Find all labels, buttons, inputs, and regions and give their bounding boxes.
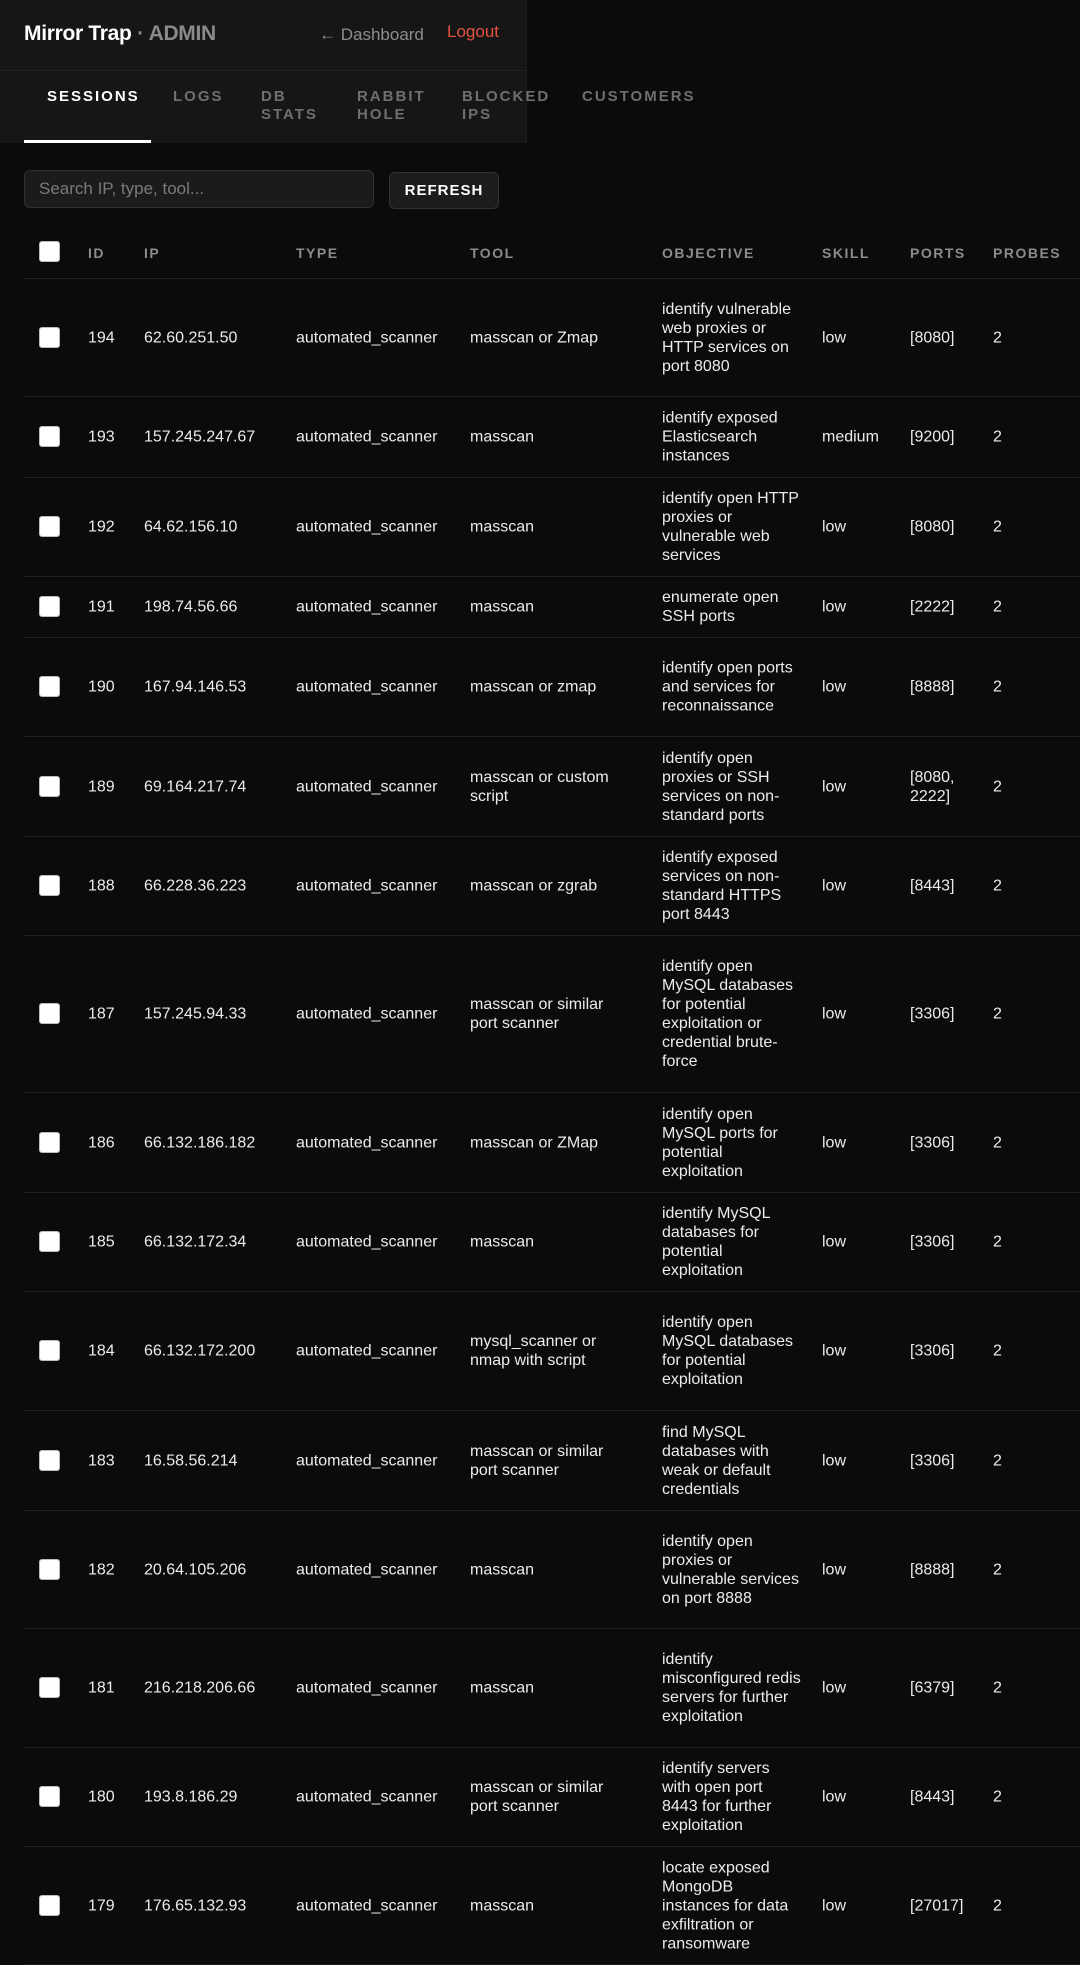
cell-tool: masscan: [470, 428, 535, 446]
cell-probes: 2: [993, 1134, 1002, 1151]
tab-blocked-ips-label-line2: IPS: [462, 106, 493, 123]
cell-tool: masscan or similar port scanner: [470, 1442, 604, 1479]
cell-tool: masscan: [470, 1561, 535, 1578]
tabs-divider: [0, 70, 526, 71]
row-checkbox[interactable]: [39, 776, 60, 797]
row-checkbox[interactable]: [39, 1677, 60, 1698]
cell-ip: 20.64.105.206: [144, 1561, 247, 1578]
column-header-id[interactable]: ID: [88, 245, 105, 261]
row-checkbox[interactable]: [39, 1559, 60, 1580]
cell-skill: low: [822, 1233, 847, 1251]
row-checkbox[interactable]: [39, 1895, 60, 1916]
cell-ip: 64.62.156.10: [144, 518, 238, 536]
cell-type: automated_scanner: [296, 1342, 438, 1360]
cell-objective: identify MySQL databases for potential exploitation: [662, 1205, 770, 1279]
cell-ports: [9200]: [910, 428, 955, 446]
cell-ip: 69.164.217.74: [144, 778, 247, 795]
cell-skill: low: [822, 1342, 847, 1360]
tab-customers[interactable]: [582, 88, 696, 106]
app-brand: [24, 22, 216, 46]
cell-probes: 2: [993, 1561, 1002, 1578]
cell-tool: masscan: [470, 518, 535, 536]
cell-id: 193: [88, 428, 115, 446]
row-checkbox[interactable]: [39, 1786, 60, 1807]
column-header-probes[interactable]: PROBES: [993, 245, 1062, 261]
cell-id: 187: [88, 1005, 115, 1023]
cell-skill: medium: [822, 428, 879, 446]
cell-ports: [8888]: [910, 1561, 955, 1578]
cell-type: automated_scanner: [296, 877, 438, 895]
cell-objective: identify exposed Elasticsearch instances: [662, 409, 778, 465]
cell-ports: [3306]: [910, 1233, 955, 1251]
row-checkbox[interactable]: [39, 1003, 60, 1024]
cell-probes: 2: [993, 678, 1002, 696]
table-row[interactable]: [24, 1292, 1080, 1411]
column-header-ip[interactable]: IP: [144, 245, 161, 261]
cell-ip: 16.58.56.214: [144, 1452, 238, 1469]
cell-skill: low: [822, 1452, 847, 1469]
row-checkbox[interactable]: [39, 516, 60, 537]
cell-tool: masscan or Zmap: [470, 329, 599, 346]
cell-tool: masscan: [470, 1233, 535, 1251]
tab-rabbit-hole-label-line1: RABBIT: [357, 88, 426, 105]
cell-tool: masscan: [470, 598, 535, 616]
column-header-type[interactable]: TYPE: [296, 245, 339, 261]
cell-probes: 2: [993, 329, 1002, 346]
cell-objective: identify open MySQL ports for potential exploitation: [662, 1105, 778, 1180]
refresh-button[interactable]: REFRESH: [389, 172, 499, 209]
top-bar: [0, 0, 551, 143]
cell-probes: 2: [993, 1788, 1002, 1806]
cell-id: 183: [88, 1452, 115, 1469]
cell-type: automated_scanner: [296, 1134, 438, 1151]
cell-ip: 66.228.36.223: [144, 877, 247, 895]
cell-id: 182: [88, 1561, 115, 1578]
cell-id: 186: [88, 1134, 115, 1151]
cell-type: automated_scanner: [296, 1561, 438, 1578]
cell-id: 179: [88, 1897, 115, 1914]
cell-ports: [27017]: [910, 1897, 964, 1914]
cell-ip: 66.132.172.200: [144, 1342, 256, 1360]
cell-id: 191: [88, 598, 115, 616]
brand-name: Mirror Trap: [24, 22, 132, 45]
cell-ports: [3306]: [910, 1342, 955, 1360]
cell-probes: 2: [993, 1679, 1002, 1697]
cell-ip: 176.65.132.93: [144, 1897, 247, 1914]
select-all-checkbox[interactable]: [39, 241, 60, 262]
cell-ip: 193.8.186.29: [144, 1788, 238, 1806]
cell-ip: 167.94.146.53: [144, 678, 247, 696]
table-row[interactable]: [24, 478, 1080, 577]
cell-skill: low: [822, 1679, 847, 1697]
tab-db-stats[interactable]: [261, 88, 318, 124]
active-tab-indicator: [24, 140, 151, 143]
cell-tool: masscan or zgrab: [470, 877, 598, 895]
cell-tool: masscan or custom script: [470, 768, 609, 805]
cell-skill: low: [822, 518, 847, 536]
cell-probes: 2: [993, 1452, 1002, 1469]
table-row[interactable]: [24, 1093, 1080, 1193]
row-checkbox[interactable]: [39, 596, 60, 617]
cell-objective: identify open proxies or SSH services on non-standard ports: [662, 749, 780, 824]
logout-button[interactable]: Logout: [447, 22, 499, 41]
tab-logs-label: LOGS: [173, 88, 224, 105]
table-row[interactable]: [24, 737, 1080, 837]
cell-id: 185: [88, 1233, 115, 1251]
cell-probes: 2: [993, 877, 1002, 895]
row-checkbox[interactable]: [39, 426, 60, 447]
cell-objective: identify exposed services on non-standard HTTPS port 8443: [662, 849, 782, 923]
column-header-objective[interactable]: OBJECTIVE: [662, 245, 755, 261]
table-row[interactable]: [24, 279, 1080, 397]
cell-tool: masscan or similar port scanner: [470, 996, 604, 1032]
cell-type: automated_scanner: [296, 1233, 438, 1251]
cell-skill: low: [822, 1005, 847, 1023]
row-checkbox[interactable]: [39, 875, 60, 896]
cell-ip: 62.60.251.50: [144, 329, 238, 346]
cell-skill: low: [822, 678, 847, 696]
cell-tool: masscan: [470, 1679, 535, 1697]
table-row[interactable]: [24, 936, 1080, 1093]
cell-probes: 2: [993, 1342, 1002, 1360]
cell-probes: 2: [993, 598, 1002, 616]
cell-objective: enumerate open SSH ports: [662, 589, 779, 625]
table-row[interactable]: [24, 638, 1080, 737]
tab-db-stats-label-line2: STATS: [261, 106, 318, 123]
cell-type: automated_scanner: [296, 518, 438, 536]
cell-ip: 66.132.186.182: [144, 1134, 256, 1151]
dashboard-link[interactable]: ← Dashboard: [319, 25, 424, 44]
cell-id: 189: [88, 778, 115, 795]
table-row[interactable]: [24, 1748, 1080, 1847]
cell-objective: identify open MySQL databases for potential exploitation: [662, 1314, 794, 1388]
cell-skill: low: [822, 1897, 847, 1914]
tab-db-stats-label-line1: DB: [261, 88, 287, 105]
cell-objective: identify open proxies or vulnerable services on port 8888: [662, 1532, 799, 1607]
cell-ports: [8443]: [910, 877, 955, 895]
cell-type: automated_scanner: [296, 778, 438, 795]
cell-skill: low: [822, 598, 847, 616]
cell-id: 180: [88, 1788, 115, 1806]
cell-type: automated_scanner: [296, 678, 438, 696]
cell-ports: [8443]: [910, 1788, 955, 1806]
cell-ip: 66.132.172.34: [144, 1233, 247, 1251]
cell-type: automated_scanner: [296, 1679, 438, 1697]
cell-ports: [2222]: [910, 598, 955, 616]
table-row[interactable]: [24, 1193, 1080, 1292]
cell-objective: identify misconfigured redis servers for further exploitation: [662, 1651, 801, 1725]
table-row[interactable]: [24, 397, 1080, 478]
cell-objective: identify open ports and services for reconnaissance: [662, 659, 793, 715]
cell-ip: 216.218.206.66: [144, 1679, 256, 1697]
table-row[interactable]: [24, 1629, 1080, 1748]
cell-ports: [3306]: [910, 1005, 955, 1023]
tab-rabbit-hole[interactable]: [357, 88, 426, 124]
cell-ports: [6379]: [910, 1679, 955, 1697]
tab-logs[interactable]: [173, 88, 224, 106]
cell-type: automated_scanner: [296, 428, 438, 446]
row-checkbox[interactable]: [39, 1132, 60, 1153]
cell-objective: find MySQL databases with weak or default credentials: [662, 1423, 771, 1498]
column-header-ports[interactable]: PORTS: [910, 245, 966, 261]
cell-ip: 157.245.247.67: [144, 428, 256, 446]
cell-ports: [8888]: [910, 678, 955, 696]
row-checkbox[interactable]: [39, 327, 60, 348]
cell-tool: masscan or similar port scanner: [470, 1779, 604, 1815]
cell-type: automated_scanner: [296, 1005, 438, 1023]
tab-sessions-label: SESSIONS: [47, 88, 140, 105]
brand-role: ADMIN: [148, 22, 216, 45]
table-row[interactable]: [24, 837, 1080, 936]
cell-ports: [3306]: [910, 1134, 955, 1151]
cell-tool: mysql_scanner or nmap with script: [470, 1333, 597, 1369]
cell-id: 181: [88, 1679, 115, 1697]
cell-tool: masscan or zmap: [470, 678, 597, 696]
brand-separator: ·: [137, 22, 144, 45]
cell-objective: identify open MySQL databases for potential exploitation or credential brute-force: [662, 958, 794, 1070]
tab-rabbit-hole-label-line2: HOLE: [357, 106, 407, 123]
cell-type: automated_scanner: [296, 329, 438, 346]
cell-probes: 2: [993, 1233, 1002, 1251]
cell-skill: low: [822, 778, 847, 795]
table-row[interactable]: [24, 1511, 1080, 1629]
cell-type: automated_scanner: [296, 1897, 438, 1914]
row-checkbox[interactable]: [39, 676, 60, 697]
table-row[interactable]: [24, 577, 1080, 638]
column-header-skill[interactable]: SKILL: [822, 245, 870, 261]
column-header-tool[interactable]: TOOL: [470, 245, 515, 261]
cell-id: 190: [88, 678, 115, 696]
cell-probes: 2: [993, 778, 1002, 795]
cell-id: 192: [88, 518, 115, 536]
cell-probes: 2: [993, 1005, 1002, 1023]
table-row[interactable]: [24, 1411, 1080, 1511]
cell-tool: masscan: [470, 1897, 535, 1914]
cell-ports: [8080]: [910, 329, 955, 346]
cell-type: automated_scanner: [296, 1452, 438, 1469]
cell-ip: 198.74.56.66: [144, 598, 238, 616]
cell-probes: 2: [993, 428, 1002, 446]
cell-skill: low: [822, 329, 847, 346]
tab-customers-label: CUSTOMERS: [582, 88, 696, 105]
search-input[interactable]: [24, 170, 374, 208]
cell-id: 194: [88, 329, 115, 346]
cell-ports: [8080, 2222]: [910, 768, 955, 805]
cell-objective: identify vulnerable web proxies or HTTP services on port 8080: [662, 300, 791, 375]
tab-blocked-ips-label-line1: BLOCKED: [462, 88, 551, 105]
cell-ip: 157.245.94.33: [144, 1005, 247, 1023]
cell-probes: 2: [993, 1897, 1002, 1914]
cell-skill: low: [822, 1134, 847, 1151]
cell-skill: low: [822, 1788, 847, 1806]
cell-ports: [3306]: [910, 1452, 955, 1469]
tab-sessions[interactable]: [47, 88, 140, 106]
cell-objective: locate exposed MongoDB instances for data exfiltration or ransomware: [662, 1859, 789, 1952]
cell-type: automated_scanner: [296, 1788, 438, 1806]
table-row[interactable]: [24, 1847, 1080, 1965]
cell-id: 184: [88, 1342, 115, 1360]
cell-tool: masscan or ZMap: [470, 1134, 599, 1151]
row-checkbox[interactable]: [39, 1450, 60, 1471]
row-checkbox[interactable]: [39, 1231, 60, 1252]
cell-objective: identify open HTTP proxies or vulnerable web services: [662, 490, 799, 564]
cell-skill: low: [822, 1561, 847, 1578]
cell-skill: low: [822, 877, 847, 895]
cell-id: 188: [88, 877, 115, 895]
cell-probes: 2: [993, 518, 1002, 536]
cell-objective: identify servers with open port 8443 for further exploitation: [662, 1760, 772, 1834]
tab-blocked-ips[interactable]: [462, 88, 550, 124]
cell-type: automated_scanner: [296, 598, 438, 616]
row-checkbox[interactable]: [39, 1340, 60, 1361]
cell-ports: [8080]: [910, 518, 955, 536]
